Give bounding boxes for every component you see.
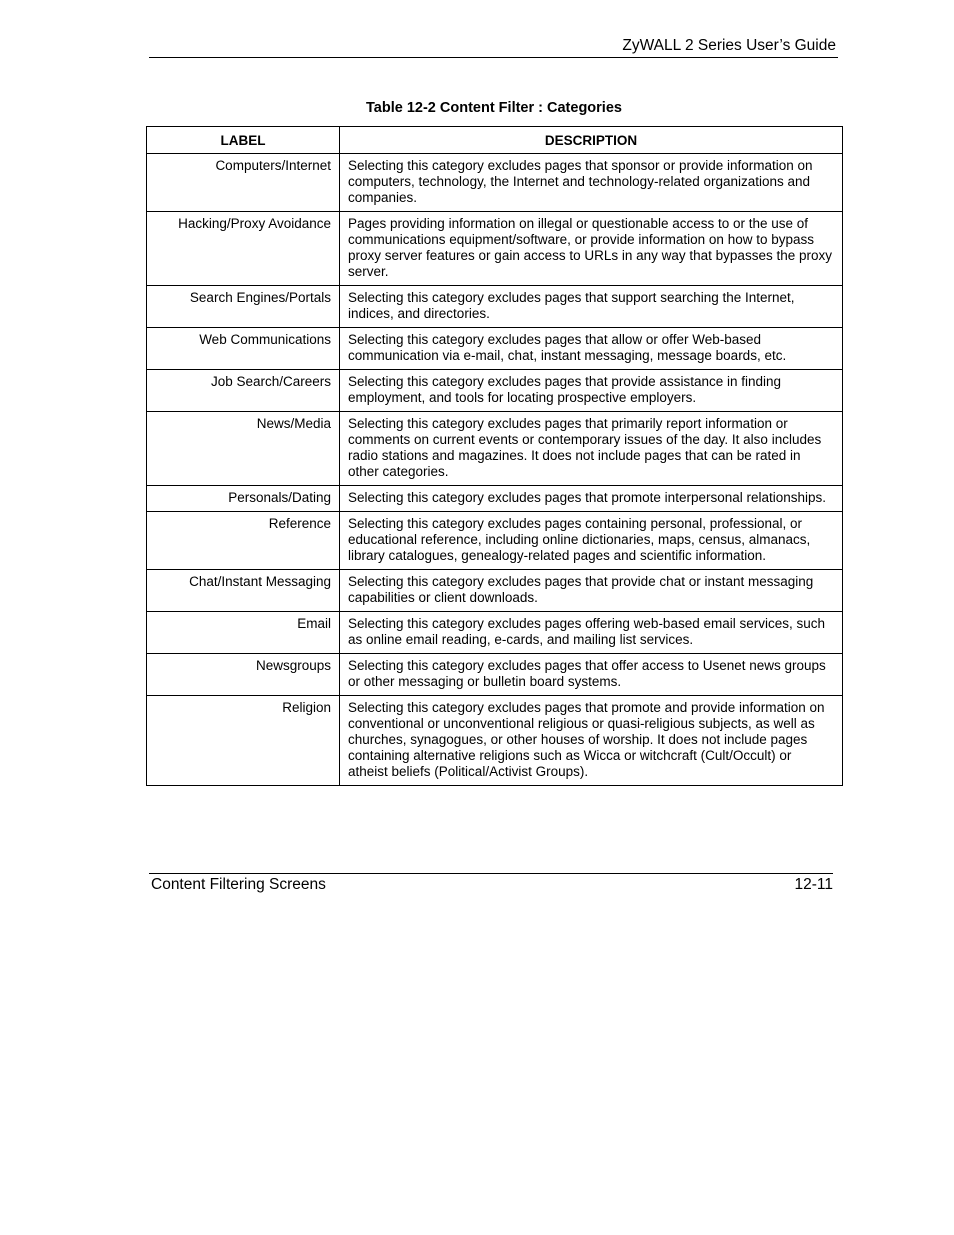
row-description: Selecting this category excludes pages containing personal, professional, or educational reference, including online dictionaries, maps, census, almanacs, library catalogues, genealogy-related pages and scientific information. xyxy=(340,512,843,570)
column-header-label: LABEL xyxy=(147,127,340,154)
page-number: 12-11 xyxy=(794,876,833,893)
table-row xyxy=(147,370,843,412)
row-label: Personals/Dating xyxy=(147,486,340,512)
row-label: Email xyxy=(147,612,340,654)
row-description: Selecting this category excludes pages that sponsor or provide information on computers, technology, the Internet and technology-related organizations and companies. xyxy=(340,154,843,212)
table-row xyxy=(147,570,843,612)
table-row xyxy=(147,212,843,286)
table-row xyxy=(147,154,843,212)
column-header-description: DESCRIPTION xyxy=(340,127,843,154)
table-row xyxy=(147,486,843,512)
row-description: Selecting this category excludes pages that support searching the Internet, indices, and directories. xyxy=(340,286,843,328)
table-row xyxy=(147,612,843,654)
row-description: Selecting this category excludes pages that provide assistance in finding employment, and tools for locating prospective employers. xyxy=(340,370,843,412)
table-row xyxy=(147,412,843,486)
running-footer xyxy=(149,873,833,893)
row-label: Computers/Internet xyxy=(147,154,340,212)
chapter-title: Content Filtering Screens xyxy=(151,876,326,893)
table-caption: Table 12-2 Content Filter : Categories xyxy=(366,100,622,116)
row-label: News/Media xyxy=(147,412,340,486)
row-description: Selecting this category excludes pages that allow or offer Web-based communication via e-mail, chat, instant messaging, message boards, etc. xyxy=(340,328,843,370)
row-description: Selecting this category excludes pages that offer access to Usenet news groups or other messaging or bulletin board systems. xyxy=(340,654,843,696)
table-row xyxy=(147,696,843,786)
table-row xyxy=(147,328,843,370)
guide-title: ZyWALL 2 Series User’s Guide xyxy=(622,37,836,54)
row-label: Job Search/Careers xyxy=(147,370,340,412)
row-label: Web Communications xyxy=(147,328,340,370)
row-description: Selecting this category excludes pages that promote interpersonal relationships. xyxy=(340,486,843,512)
row-description: Selecting this category excludes pages that provide chat or instant messaging capabilities or client downloads. xyxy=(340,570,843,612)
running-header xyxy=(149,36,838,58)
row-label: Chat/Instant Messaging xyxy=(147,570,340,612)
table-row xyxy=(147,512,843,570)
table-row xyxy=(147,286,843,328)
row-label: Hacking/Proxy Avoidance xyxy=(147,212,340,286)
row-label: Search Engines/Portals xyxy=(147,286,340,328)
row-description: Selecting this category excludes pages offering web-based email services, such as online email reading, e-cards, and mailing list services. xyxy=(340,612,843,654)
row-description: Selecting this category excludes pages that primarily report information or comments on current events or contemporary issues of the day. It also includes radio stations and magazines. It does not include pages that can be rated in other categories. xyxy=(340,412,843,486)
table-row xyxy=(147,654,843,696)
row-description: Selecting this category excludes pages that promote and provide information on conventional or unconventional religious or quasi-religious subjects, as well as churches, synagogues, or other houses of worship. It does not include pages containing alternative religions such as Wicca or witchcraft (Cult/Occult) or atheist beliefs (Political/Activist Groups). xyxy=(340,696,843,786)
row-label: Religion xyxy=(147,696,340,786)
row-label: Reference xyxy=(147,512,340,570)
row-description: Pages providing information on illegal or questionable access to or the use of communications equipment/software, or provide information on how to bypass proxy server features or gain access to URLs in any way that bypasses the proxy server. xyxy=(340,212,843,286)
categories-table xyxy=(146,126,843,786)
row-label: Newsgroups xyxy=(147,654,340,696)
table-header-row xyxy=(147,127,843,154)
